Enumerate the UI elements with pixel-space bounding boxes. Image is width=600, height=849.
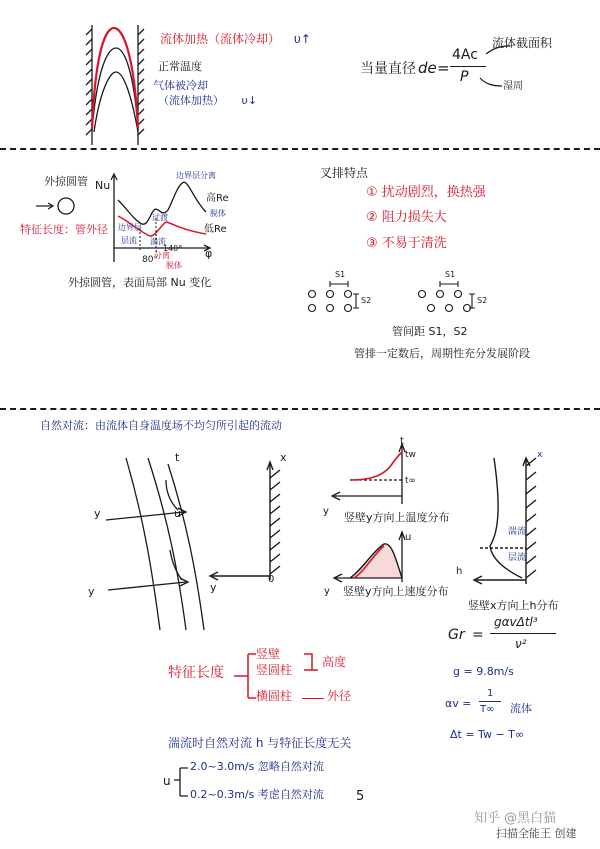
s1-label-right: S1 (445, 270, 456, 279)
vel-axis-y: y (324, 586, 330, 597)
external-tube-label: 外掠圆管 (44, 175, 88, 188)
natural-convection-title: 自然对流：由流体自身温度场不均匀所引起的流动 (40, 419, 282, 432)
scanner-credit: 扫描全能王 创建 (496, 827, 577, 840)
temperature-distribution-chart (330, 440, 410, 510)
cross-title: 叉排特点 (320, 166, 369, 180)
separation2-label: 脱体 (166, 261, 182, 270)
grashof-eq: = (472, 627, 484, 643)
boundary-sep-label: 边界层分离 (176, 171, 216, 180)
diag-axis-y-1: y (94, 507, 101, 520)
delta-t: Δt = Tw − T∞ (450, 728, 525, 741)
curve-heating-label: 流体加热（流体冷却） υ↑ (160, 32, 311, 46)
wall-axis-y: y (210, 581, 217, 594)
local-nu-caption: 外掠圆管，表面局部 Nu 变化 (68, 276, 212, 289)
laminar-label: 边界层 (118, 223, 142, 232)
h-distribution-caption: 竖壁x方向上h分布 (468, 599, 559, 612)
vel-axis-u: u (405, 532, 412, 543)
external-tube-sketch (34, 188, 84, 224)
horizontal-cyl-dash (302, 698, 324, 699)
watermark: 知乎 @黑白猫 (474, 811, 557, 826)
velocity-distribution-chart (332, 530, 412, 590)
vertical-wall-axes (204, 458, 284, 588)
h-laminar-label: 层流 (508, 553, 527, 563)
pitch-label: 管间距 S1，S2 (392, 325, 468, 338)
outer-diameter-label: 外径 (327, 689, 352, 703)
high-re-label: 高Re (206, 193, 229, 204)
speed-bracket (172, 764, 192, 804)
temp-tw: tw (405, 450, 416, 460)
char-len-title: 特征长度 (168, 665, 224, 681)
h-distribution-chart (470, 450, 550, 590)
hydraulic-formula-numerator: 4Ac (452, 47, 478, 63)
speed-high-note: 2.0~3.0m/s 忽略自然对流 (190, 760, 324, 773)
turbulent-label: 湍流 (150, 237, 166, 246)
grashof-denominator: ν² (515, 637, 527, 651)
h-turbulent-label: 湍流 (508, 527, 527, 537)
transition-label: 过渡 (152, 213, 168, 222)
turbulent-note: 湍流时自然对流 h 与特征长度无关 (168, 736, 352, 750)
hydraulic-formula-denominator: P (460, 69, 469, 85)
angle-140-label: 140° (163, 244, 183, 253)
s2-label-right: S2 (477, 296, 488, 305)
vel-distribution-caption: 竖壁y方向上速度分布 (343, 585, 449, 598)
hydraulic-formula-eq: = (437, 59, 450, 77)
hydraulic-formula-lhs: de (418, 59, 437, 77)
horizontal-cylinder-label: 横圆柱 (256, 689, 293, 703)
alpha-note: 流体 (510, 702, 532, 715)
s1-label-left: S1 (335, 270, 346, 279)
char-length-label: 特征长度：管外径 (20, 223, 108, 236)
diag-axis-t: t (175, 451, 180, 464)
tube-arrangement-sketch (302, 268, 502, 328)
g-value: g = 9.8m/s (453, 665, 514, 678)
grashof-fraction-bar (490, 633, 556, 634)
separation-label: 分离 (154, 251, 170, 260)
diag-axis-y-2: y (88, 585, 95, 598)
h-axis-x: x (537, 450, 543, 460)
laminar2-label: 层流 (121, 236, 137, 245)
axis-phi-label: φ (205, 247, 213, 260)
wall-origin: 0 (268, 574, 275, 585)
angle-80-label: 80° (142, 255, 158, 265)
temp-distribution-caption: 竖壁y方向上温度分布 (344, 511, 450, 524)
alpha-denominator: T∞ (480, 704, 495, 715)
curve-cooling-label: 气体被冷却 (153, 79, 208, 92)
axis-nu-label: Nu (95, 179, 111, 192)
vertical-wall-label: 竖壁 (256, 647, 281, 661)
hydraulic-diameter-label: 当量直径 (360, 61, 416, 77)
section-divider-2 (0, 408, 600, 410)
alpha-fraction-bar (479, 701, 501, 702)
periodic-note: 管排一定数后，周期性充分发展阶段 (354, 347, 530, 360)
curve-cooling-sub-label: （流体加热） υ↓ (158, 94, 258, 107)
hydraulic-perimeter-note: 湿周 (503, 81, 523, 92)
curve-normal-label: 正常温度 (158, 60, 202, 73)
cross-feature-2: ② 阻力损失大 (366, 210, 447, 225)
height-label: 高度 (322, 655, 347, 669)
s2-label-left: S2 (361, 296, 372, 305)
page-number: 5 (356, 789, 365, 804)
hydraulic-area-note: 流体截面积 (492, 36, 553, 50)
temp-axis-t: t (400, 436, 404, 447)
vertical-cylinder-label: 竖圆柱 (256, 663, 293, 677)
low-re-label: 低Re (204, 224, 227, 235)
cross-feature-1: ① 扰动剧烈，换热强 (366, 185, 486, 200)
speed-low-note: 0.2~0.3m/s 考虑自然对流 (190, 788, 324, 801)
cross-feature-3: ③ 不易于清洗 (366, 236, 447, 251)
diag-axis-u: u (174, 507, 181, 520)
h-axis-h: h (456, 566, 463, 577)
grashof-numerator: gαvΔtl³ (494, 615, 538, 629)
temp-tinf: t∞ (405, 476, 417, 486)
u-label: u (163, 774, 171, 788)
detach-label: 脱体 (210, 209, 226, 218)
alpha-lhs: αv = (445, 697, 472, 710)
diagonal-axes-sketch (86, 450, 216, 640)
temp-axis-y: y (323, 506, 329, 517)
wall-axis-x: x (280, 451, 287, 464)
grashof-lhs: Gr (448, 627, 465, 643)
alpha-numerator: 1 (487, 688, 494, 699)
section-divider-1 (0, 148, 600, 150)
